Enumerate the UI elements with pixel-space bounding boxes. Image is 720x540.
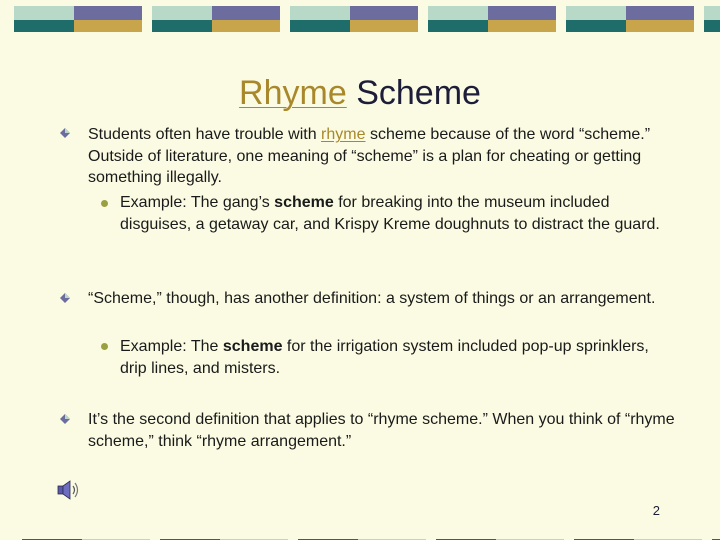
sub-1-pre: Example: The gang’s <box>120 194 275 211</box>
bottom-decorative-bar <box>0 533 720 540</box>
top-tile-teal <box>290 20 350 32</box>
bullet-3-text: It’s the second definition that applies to “rhyme scheme.” When you think of “rhyme scheme,” think “rhyme arrangement.” <box>88 411 675 450</box>
top-tile-purple <box>212 6 280 20</box>
top-tile-teal <box>428 20 488 32</box>
top-tile-purple <box>626 6 694 20</box>
top-bar-graphic <box>0 6 720 36</box>
top-tile-mint <box>566 6 626 20</box>
top-tile-mint <box>14 6 74 20</box>
sub-bullet-2-dot <box>101 343 108 350</box>
bullet-2-text: “Scheme,” though, has another definition: a system of things or an arrangement. <box>88 290 656 307</box>
sub-bullet-2-text <box>120 336 665 379</box>
bullet-1-marker-icon <box>60 128 70 138</box>
page-number: 2 <box>652 503 660 518</box>
top-tile-teal <box>704 20 720 32</box>
bullet-1-post: scheme because of the word “scheme.” Outside of literature, one meaning of “scheme” is a plan for cheating or getting something illegally. <box>88 126 651 186</box>
sub-2-pre: Example: The <box>120 338 223 355</box>
speaker-icon[interactable] <box>56 478 80 502</box>
sub-1-post: for breaking into the museum included disguises, a getaway car, and Krispy Kreme doughnuts to distract the guard. <box>120 194 660 233</box>
top-decorative-bar <box>0 6 720 36</box>
top-tile-teal <box>152 20 212 32</box>
top-tile-gold <box>350 20 418 32</box>
top-tile-mint <box>704 6 720 20</box>
bullet-3-marker-icon <box>60 414 70 424</box>
top-tile-gold <box>74 20 142 32</box>
top-tile-purple <box>74 6 142 20</box>
top-tile-teal <box>14 20 74 32</box>
title-rest: Scheme <box>346 74 481 112</box>
sub-1-bold: scheme <box>274 194 334 211</box>
slide-title <box>0 73 720 113</box>
sub-bullet-1-text <box>120 192 665 235</box>
sub-2-post: for the irrigation system included pop-up sprinklers, drip lines, and misters. <box>120 338 649 377</box>
top-tile-gold <box>626 20 694 32</box>
top-tile-mint <box>428 6 488 20</box>
bullet-2-marker-icon <box>60 293 70 303</box>
top-tile-purple <box>350 6 418 20</box>
rhyme-link[interactable]: rhyme <box>321 126 366 143</box>
bullet-1-pre: Students often have trouble with <box>88 126 322 143</box>
top-tile-purple <box>488 6 556 20</box>
title-rhyme-link[interactable]: Rhyme <box>239 74 347 112</box>
top-tile-mint <box>152 6 212 20</box>
sub-bullet-1-dot <box>101 200 108 207</box>
top-tile-gold <box>488 20 556 32</box>
top-tile-mint <box>290 6 350 20</box>
sub-2-bold: scheme <box>222 338 283 355</box>
bullet-1-text <box>88 124 678 189</box>
top-tile-gold <box>212 20 280 32</box>
top-tile-teal <box>566 20 626 32</box>
